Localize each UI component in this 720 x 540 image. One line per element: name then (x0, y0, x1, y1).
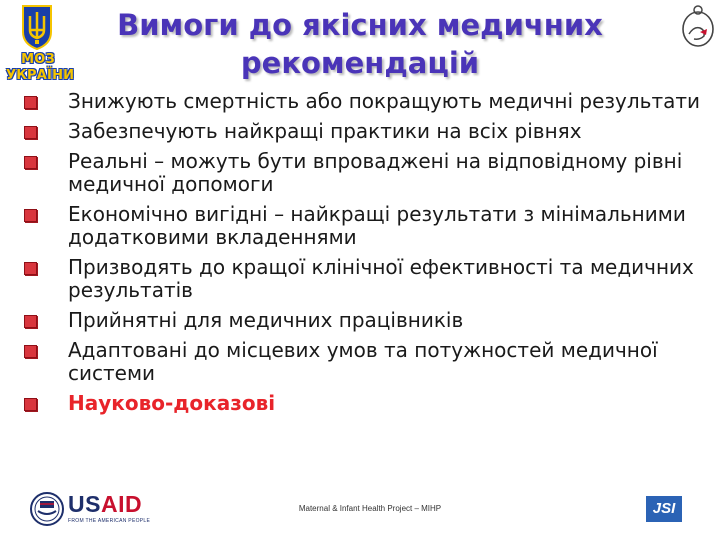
slide-title (80, 6, 640, 82)
bullet-marker-icon (24, 126, 37, 139)
bullet-item (14, 150, 704, 196)
usaid-wordmark (68, 492, 142, 516)
mother-and-child-icon (680, 4, 716, 48)
moz-label: МОЗ (21, 52, 55, 67)
bullet-text: Знижують смертність або покращують медичні результати (68, 89, 700, 113)
usaid-us: US (68, 491, 101, 517)
bullet-marker-icon (24, 262, 37, 275)
bullet-text: Призводять до кращої клінічної ефективності та медичних результатів (68, 255, 694, 302)
usaid-tagline: FROM THE AMERICAN PEOPLE (68, 518, 151, 524)
bullet-text: Адаптовані до місцевих умов та потужностей медичної системи (68, 338, 658, 385)
usaid-aid: AID (100, 491, 143, 517)
bullet-text: Науково-доказові (68, 391, 276, 415)
bullet-marker-icon (24, 156, 37, 169)
bullet-item-highlighted (14, 392, 704, 415)
project-footer-text: Maternal & Infant Health Project – MIHP (298, 504, 442, 513)
trident-coat-of-arms-icon (21, 4, 53, 50)
bullet-item (14, 256, 704, 302)
jsi-logo (646, 496, 682, 522)
bullet-item (14, 90, 704, 113)
bullet-item (14, 339, 704, 385)
usaid-seal-icon (30, 492, 64, 526)
bullet-marker-icon (24, 96, 37, 109)
bullet-item (14, 203, 704, 249)
title-line-1: Вимоги до якісних медичних (117, 8, 603, 42)
bullet-marker-icon (24, 315, 37, 328)
title-line-2: рекомендацій (240, 46, 480, 80)
bullet-text: Забезпечують найкращі практики на всіх рівнях (68, 119, 582, 143)
jsi-label: JSI (652, 500, 676, 517)
bullet-text: Прийнятні для медичних працівників (68, 308, 464, 332)
ukraine-label: УКРАЇНИ (6, 68, 75, 83)
bullet-item (14, 309, 704, 332)
bullet-text: Економічно вигідні – найкращі результати з мінімальними додатковими вкладеннями (68, 202, 686, 249)
bullet-item (14, 120, 704, 143)
bullet-marker-icon (24, 209, 37, 222)
bullet-list (14, 90, 704, 422)
bullet-text: Реальні – можуть бути впроваджені на відповідному рівні медичної допомоги (68, 149, 683, 196)
bullet-marker-icon (24, 345, 37, 358)
bullet-marker-icon (24, 398, 37, 411)
usaid-logo (30, 490, 150, 530)
moz-ukraine-logo (6, 4, 75, 86)
